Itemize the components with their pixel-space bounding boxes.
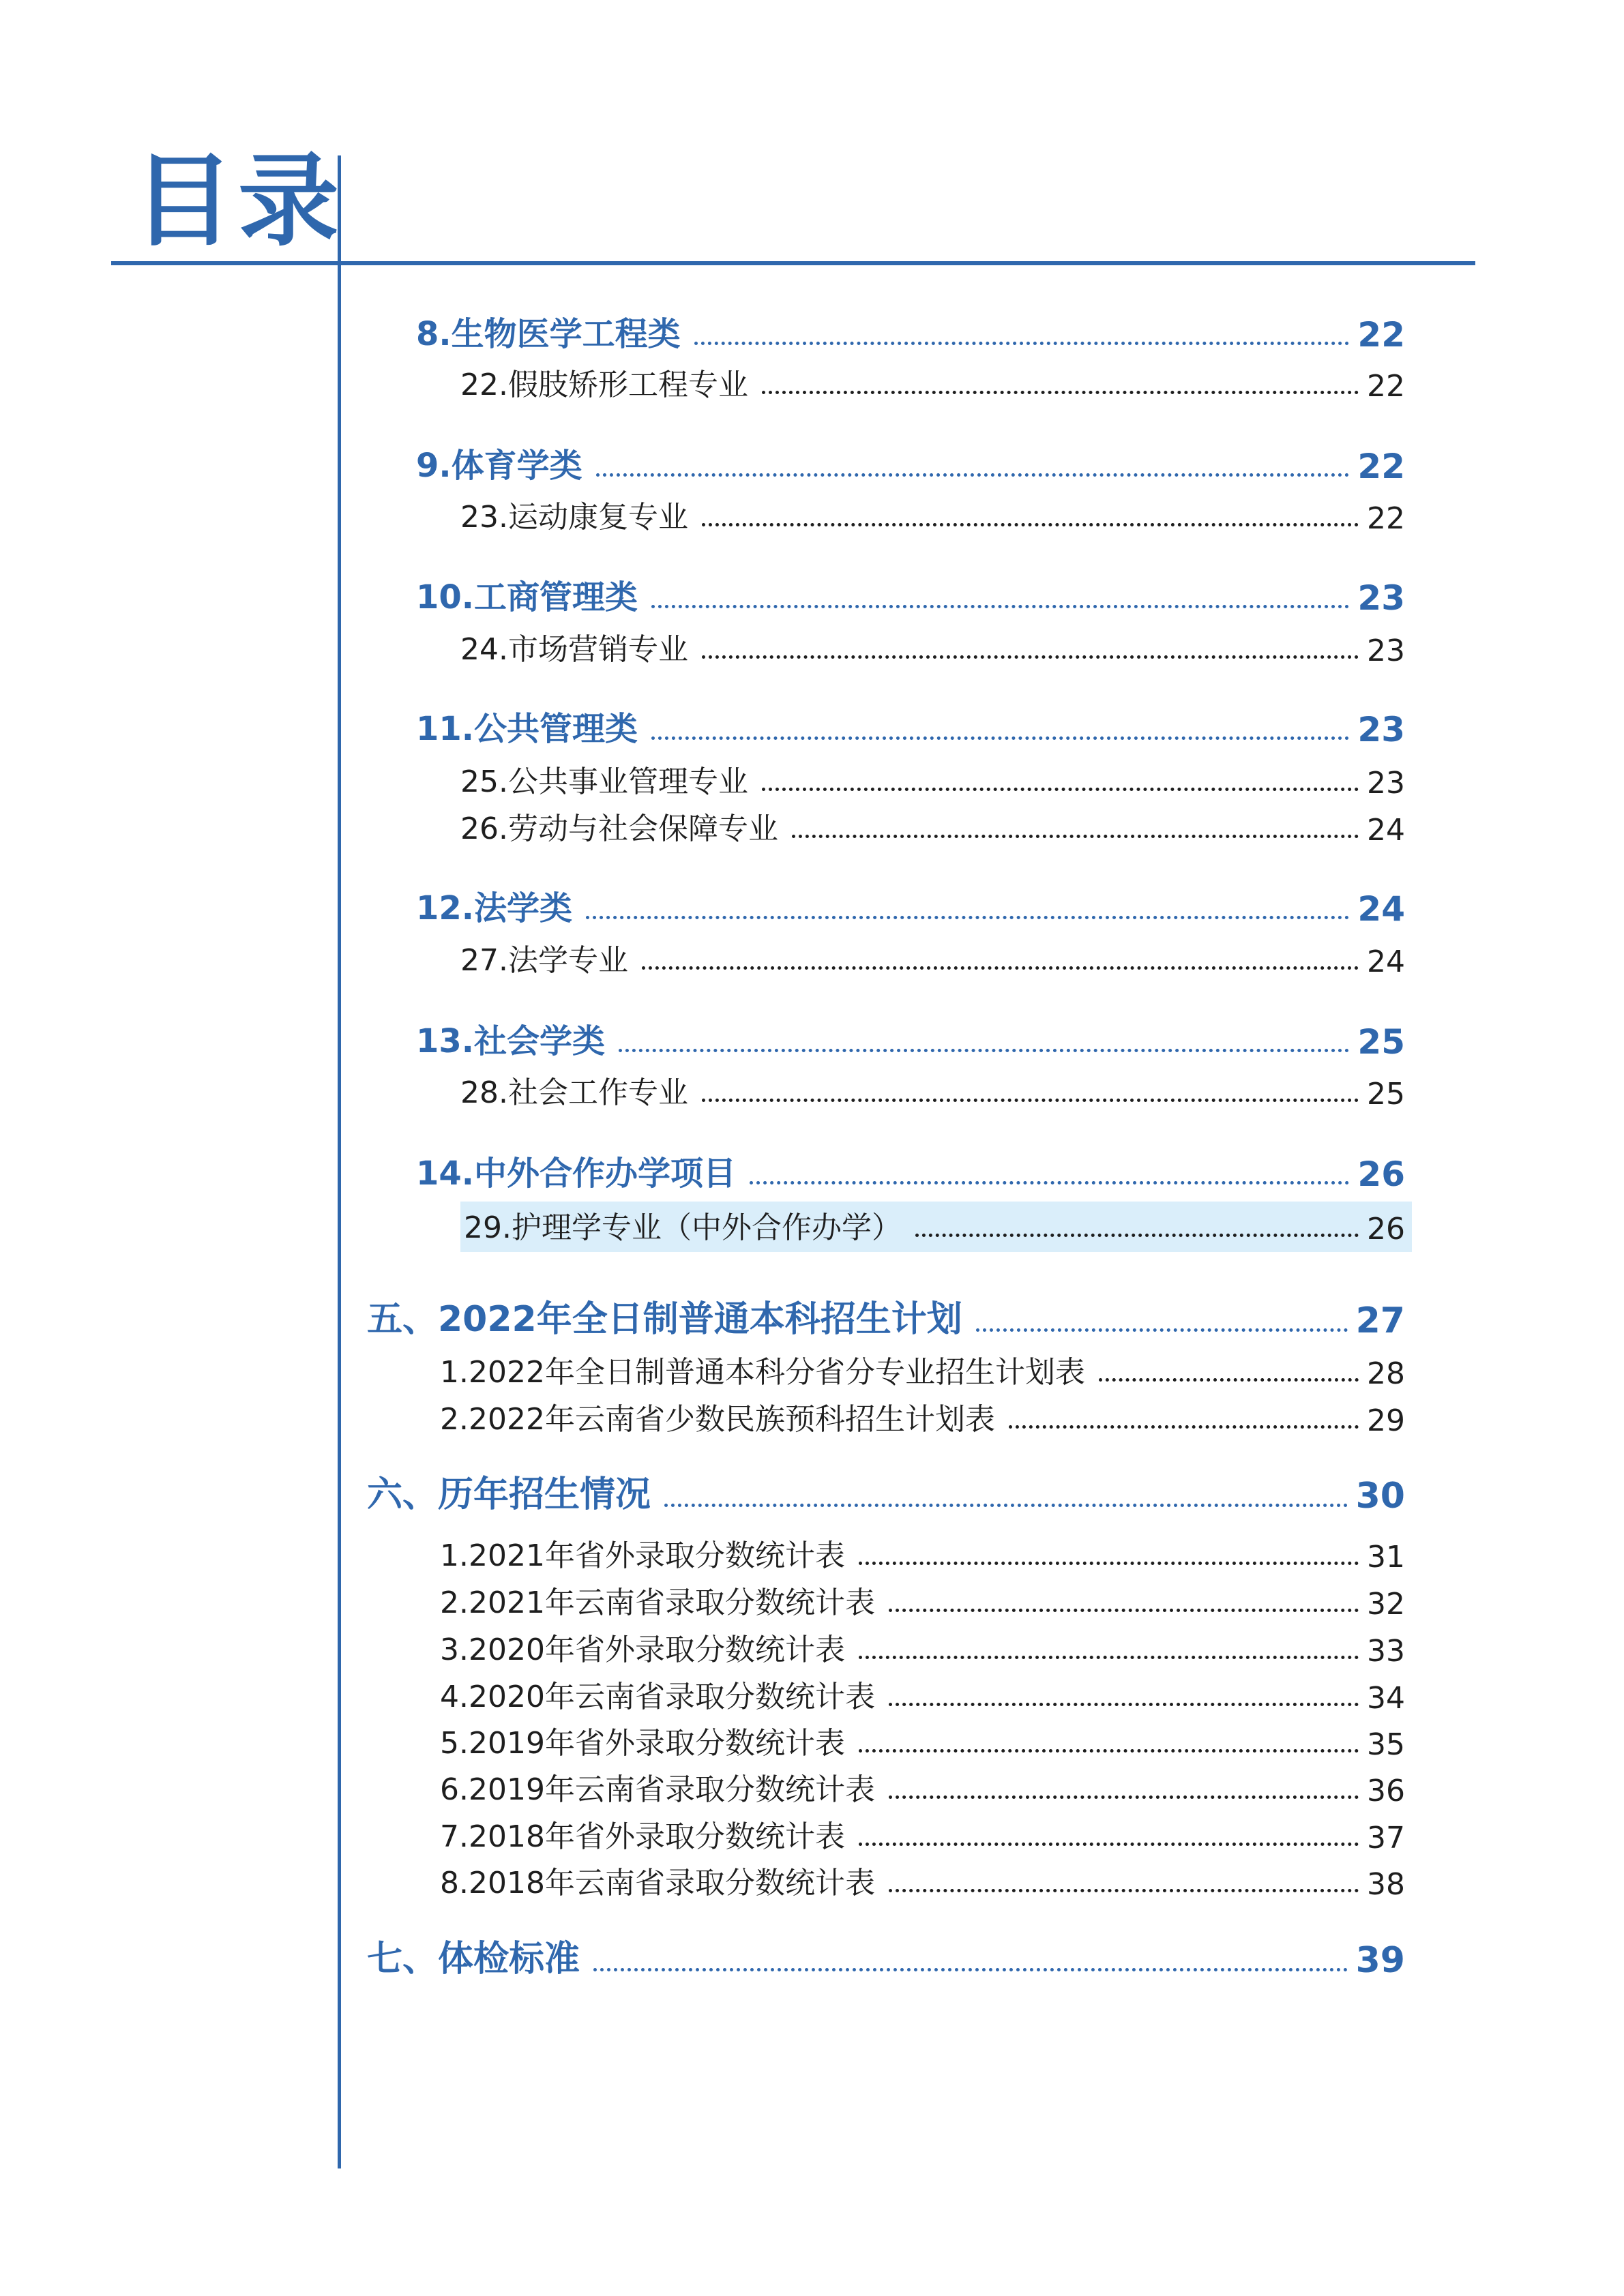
dot-leader: [762, 391, 1359, 394]
dot-leader: [702, 1099, 1359, 1102]
dot-leader: [889, 1889, 1359, 1892]
toc-major-22[interactable]: [460, 361, 1405, 404]
toc-page-number: 36: [1367, 1774, 1405, 1808]
toc-category-10[interactable]: [416, 570, 1405, 618]
toc-major-28[interactable]: [460, 1069, 1405, 1112]
toc-entry-text: 五、2022年全日制普通本科招生计划: [367, 1299, 962, 1340]
dot-leader: [593, 1968, 1348, 1971]
toc-page-number: 28: [1367, 1356, 1405, 1391]
toc-entry-text: 6.2019年云南省录取分数统计表: [440, 1772, 875, 1807]
toc-page-number: 37: [1367, 1821, 1405, 1855]
toc-subentry-6-1[interactable]: [440, 1532, 1405, 1575]
toc-page-number: 34: [1367, 1681, 1405, 1716]
toc-subentry-6-2[interactable]: [440, 1579, 1405, 1622]
toc-entry-text: 27.法学专业: [460, 943, 628, 978]
toc-subentry-5-2[interactable]: [440, 1396, 1405, 1438]
toc-page-number: 33: [1367, 1634, 1405, 1669]
toc-entry-text: 4.2020年云南省录取分数统计表: [440, 1680, 875, 1714]
toc-entry-text: 10.工商管理类: [416, 578, 638, 616]
toc-page-number: 29: [1367, 1403, 1405, 1438]
toc-entry-text: 26.劳动与社会保障专业: [460, 811, 778, 846]
dot-leader: [750, 1181, 1349, 1184]
toc-page-number: 26: [1357, 1154, 1405, 1194]
dot-leader: [651, 736, 1349, 740]
dot-leader: [976, 1328, 1348, 1332]
toc-page-number: 22: [1367, 501, 1405, 536]
toc-subentry-6-8[interactable]: [440, 1860, 1405, 1902]
toc-page-number: 27: [1355, 1300, 1405, 1341]
toc-entry-text: 12.法学类: [416, 889, 573, 927]
toc-category-9[interactable]: [416, 438, 1405, 486]
toc-page-number: 24: [1367, 944, 1405, 979]
dot-leader: [664, 1504, 1348, 1507]
toc-entry-text: 9.体育学类: [416, 447, 582, 485]
toc-entry-text: 23.运动康复专业: [460, 500, 688, 535]
dot-leader: [859, 1562, 1359, 1565]
toc-entry-text: 25.公共事业管理专业: [460, 764, 748, 799]
dot-leader: [1099, 1378, 1359, 1382]
toc-category-12[interactable]: [416, 881, 1405, 929]
toc-section-5[interactable]: [367, 1292, 1405, 1341]
toc-page-number: 39: [1355, 1940, 1405, 1981]
toc-entry-text: 1.2021年省外录取分数统计表: [440, 1538, 845, 1573]
toc-entry-text: 2.2022年云南省少数民族预科招生计划表: [440, 1402, 995, 1437]
toc-major-29-highlighted[interactable]: [460, 1202, 1412, 1252]
toc-page-number: 24: [1357, 889, 1405, 929]
toc-page-number: 22: [1357, 447, 1405, 486]
toc-page-number: 35: [1367, 1727, 1405, 1762]
toc-entry-text: 22.假肢矫形工程专业: [460, 368, 748, 402]
dot-leader: [859, 1656, 1359, 1659]
toc-page-number: 22: [1357, 315, 1405, 355]
dot-leader: [596, 473, 1350, 477]
toc-section-6[interactable]: [367, 1467, 1405, 1517]
toc-page-number: 26: [1367, 1212, 1405, 1247]
toc-subentry-5-1[interactable]: [440, 1349, 1405, 1391]
toc-page-number: 23: [1357, 710, 1405, 749]
toc-subentry-6-3[interactable]: [440, 1626, 1405, 1669]
dot-leader: [889, 1795, 1359, 1799]
dot-leader: [859, 1749, 1359, 1753]
page-title: 目录: [133, 143, 343, 260]
toc-subentry-6-4[interactable]: [440, 1673, 1405, 1716]
toc-major-27[interactable]: [460, 937, 1405, 979]
dot-leader: [1009, 1425, 1359, 1429]
toc-page-number: 38: [1367, 1867, 1405, 1902]
dot-leader: [619, 1049, 1349, 1052]
toc-page-number: 25: [1367, 1077, 1405, 1112]
toc-subentry-6-7[interactable]: [440, 1813, 1405, 1855]
dot-leader: [586, 916, 1349, 919]
toc-entry-text: 8.2018年云南省录取分数统计表: [440, 1866, 875, 1900]
toc-page-number: 30: [1355, 1476, 1405, 1517]
toc-category-14[interactable]: [416, 1146, 1405, 1194]
toc-page-number: 25: [1357, 1022, 1405, 1062]
toc-entry-text: 28.社会工作专业: [460, 1075, 688, 1110]
dot-leader: [694, 342, 1350, 345]
toc-category-8[interactable]: [416, 307, 1405, 355]
toc-major-23[interactable]: [460, 494, 1405, 536]
dot-leader: [889, 1609, 1359, 1612]
toc-entry-text: 六、历年招生情况: [367, 1474, 651, 1515]
toc-entry-text: 8.生物医学工程类: [416, 315, 681, 353]
toc-entry-text: 7.2018年省外录取分数统计表: [440, 1819, 845, 1854]
toc-page-number: 24: [1367, 813, 1405, 848]
toc-category-11[interactable]: [416, 702, 1405, 749]
dot-leader: [702, 655, 1359, 659]
toc-subentry-6-6[interactable]: [440, 1766, 1405, 1808]
toc-page-number: 22: [1367, 369, 1405, 404]
toc-section-7[interactable]: [367, 1932, 1405, 1981]
toc-entry-text: 24.市场营销专业: [460, 632, 688, 667]
dot-leader: [915, 1234, 1359, 1237]
toc-entry-text: 2.2021年云南省录取分数统计表: [440, 1585, 875, 1620]
toc-entry-text: 3.2020年省外录取分数统计表: [440, 1632, 845, 1667]
dot-leader: [889, 1703, 1359, 1706]
toc-major-24[interactable]: [460, 626, 1405, 668]
toc-page-number: 23: [1367, 633, 1405, 668]
dot-leader: [762, 788, 1359, 791]
toc-page-number: 32: [1367, 1587, 1405, 1622]
toc-major-26[interactable]: [460, 805, 1405, 848]
toc-page-number: 23: [1367, 766, 1405, 801]
dot-leader: [651, 605, 1349, 608]
toc-category-13[interactable]: [416, 1014, 1405, 1062]
toc-entry-text: 七、体检标准: [367, 1939, 580, 1980]
toc-entry-text: 11.公共管理类: [416, 710, 638, 748]
dot-leader: [642, 966, 1359, 970]
toc-page-number: 23: [1357, 578, 1405, 618]
toc-page-number: 31: [1367, 1540, 1405, 1575]
toc-entry-text: 5.2019年省外录取分数统计表: [440, 1726, 845, 1761]
toc-subentry-6-5[interactable]: [440, 1720, 1405, 1762]
toc-major-25[interactable]: [460, 758, 1405, 801]
dot-leader: [792, 835, 1359, 838]
toc-entry-text: 1.2022年全日制普通本科分省分专业招生计划表: [440, 1355, 1085, 1390]
toc-entry-text: 29.护理学专业（中外合作办学）: [464, 1210, 902, 1245]
toc-entry-text: 13.社会学类: [416, 1022, 606, 1060]
toc-entry-text: 14.中外合作办学项目: [416, 1154, 737, 1193]
dot-leader: [859, 1843, 1359, 1846]
dot-leader: [702, 523, 1359, 526]
